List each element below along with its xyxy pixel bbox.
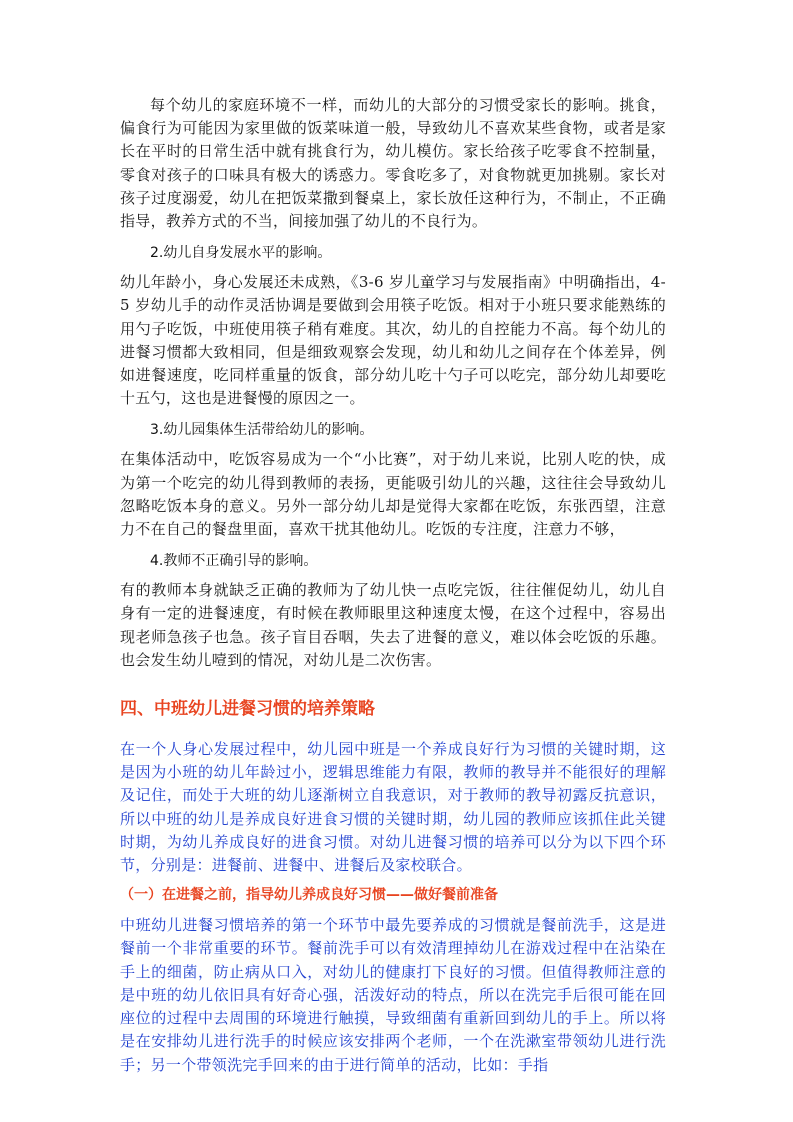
subheading-before-meal: （一）在进餐之前，指导幼儿养成良好习惯——做好餐前准备 — [120, 887, 498, 904]
paragraph-group-life: 在集体活动中，吃饭容易成为一个“小比赛”，对于幼儿来说，比别人吃的快，成为第一个吃完的幼儿得到教师的表扬，更能吸引幼儿的兴趣，这往往会导致幼儿忽略吃饭本身的意义。另外一部分幼儿却是觉得大家都在吃饭，东张西望，注意力不在自己的餐盘里面，喜欢干扰其他幼儿。吃饭的专注度，注意力不够， — [120, 450, 666, 539]
paragraph-teacher-guidance: 有的教师本身就缺乏正确的教师为了幼儿快一点吃完饭，往往催促幼儿，幼儿自身有一定的进餐速度，有时候在教师眼里这种速度太慢，在这个过程中，容易出现老师急孩子也急。孩子盲目吞咽，失去了进餐的意义，难以体会吃饭的乐趣。也会发生幼儿噎到的情况，对幼儿是二次伤害。 — [120, 581, 666, 669]
subheading-teacher-guidance: 4.教师不正确引导的影响。 — [150, 553, 318, 570]
document-body — [120, 94, 666, 1077]
section-heading-strategies: 四、中班幼儿进餐习惯的培养策略 — [120, 699, 375, 720]
subheading-group-life: 3.幼儿园集体生活带给幼儿的影响。 — [150, 422, 374, 439]
paragraph-family-influence: 每个幼儿的家庭环境不一样，而幼儿的大部分的习惯受家长的影响。挑食，偏食行为可能因为家里做的饭菜味道一般，导致幼儿不喜欢某些食物，或者是家长在平时的日常生活中就有挑食行为，幼儿模仿。家长给孩子吃零食不控制量，零食对孩子的口味具有极大的诱惑力。零食吃多了，对食物就更加挑剔。家长对孩子过度溺爱，幼儿在把饭菜撒到餐桌上，家长放任这种行为，不制止，不正确指导，教养方式的不当，间接加强了幼儿的不良行为。 — [120, 96, 666, 231]
subheading-self-development: 2.幼儿自身发展水平的影响。 — [150, 245, 332, 262]
paragraph-self-development: 幼儿年龄小，身心发展还未成熟，《3-6 岁儿童学习与发展指南》中明确指出，4-5 岁幼儿手的动作灵活协调是要做到会用筷子吃饭。相对于小班只要求能熟练的用勺子吃饭，中班使用筷子稍有难度。其次，幼儿的自控能力不高。每个幼儿的进餐习惯都大致相同，但是细致观察会发现，幼儿和幼儿之间存在个体差异，例如进餐速度，吃同样重量的饭食，部分幼儿吃十勺子可以吃完，部分幼儿却要吃十五勺，这也是进餐慢的原因之一。 — [120, 273, 666, 408]
paragraph-strategies-intro: 在一个人身心发展过程中，幼儿园中班是一个养成良好行为习惯的关键时期，这是因为小班的幼儿年龄过小，逻辑思维能力有限，教师的教导并不能很好的理解及记住，而处于大班的幼儿逐渐树立自我意识，对于教师的教导初露反抗意识，所以中班的幼儿是养成良好进食习惯的关键时期，幼儿园的教师应该抓住此关键时期，为幼儿养成良好的进食习惯。对幼儿进餐习惯的培养可以分为以下四个环节，分别是：进餐前、进餐中、进餐后及家校联合。 — [120, 740, 666, 875]
paragraph-before-meal: 中班幼儿进餐习惯培养的第一个环节中最先要养成的习惯就是餐前洗手，这是进餐前一个非常重要的环节。餐前洗手可以有效清理掉幼儿在游戏过程中在沾染在手上的细菌，防止病从口入，对幼儿的健康打下良好的习惯。但值得教师注意的是中班的幼儿依旧具有好奇心强，活泼好动的特点，所以在洗完手后很可能在回座位的过程中去周围的环境进行触摸，导致细菌有重新回到幼儿的手上。所以将是在安排幼儿进行洗手的时候应该安排两个老师，一个在洗漱室带领幼儿进行洗手；另一个带领洗完手回来的由于进行简单的活动，比如：手指 — [120, 916, 666, 1074]
